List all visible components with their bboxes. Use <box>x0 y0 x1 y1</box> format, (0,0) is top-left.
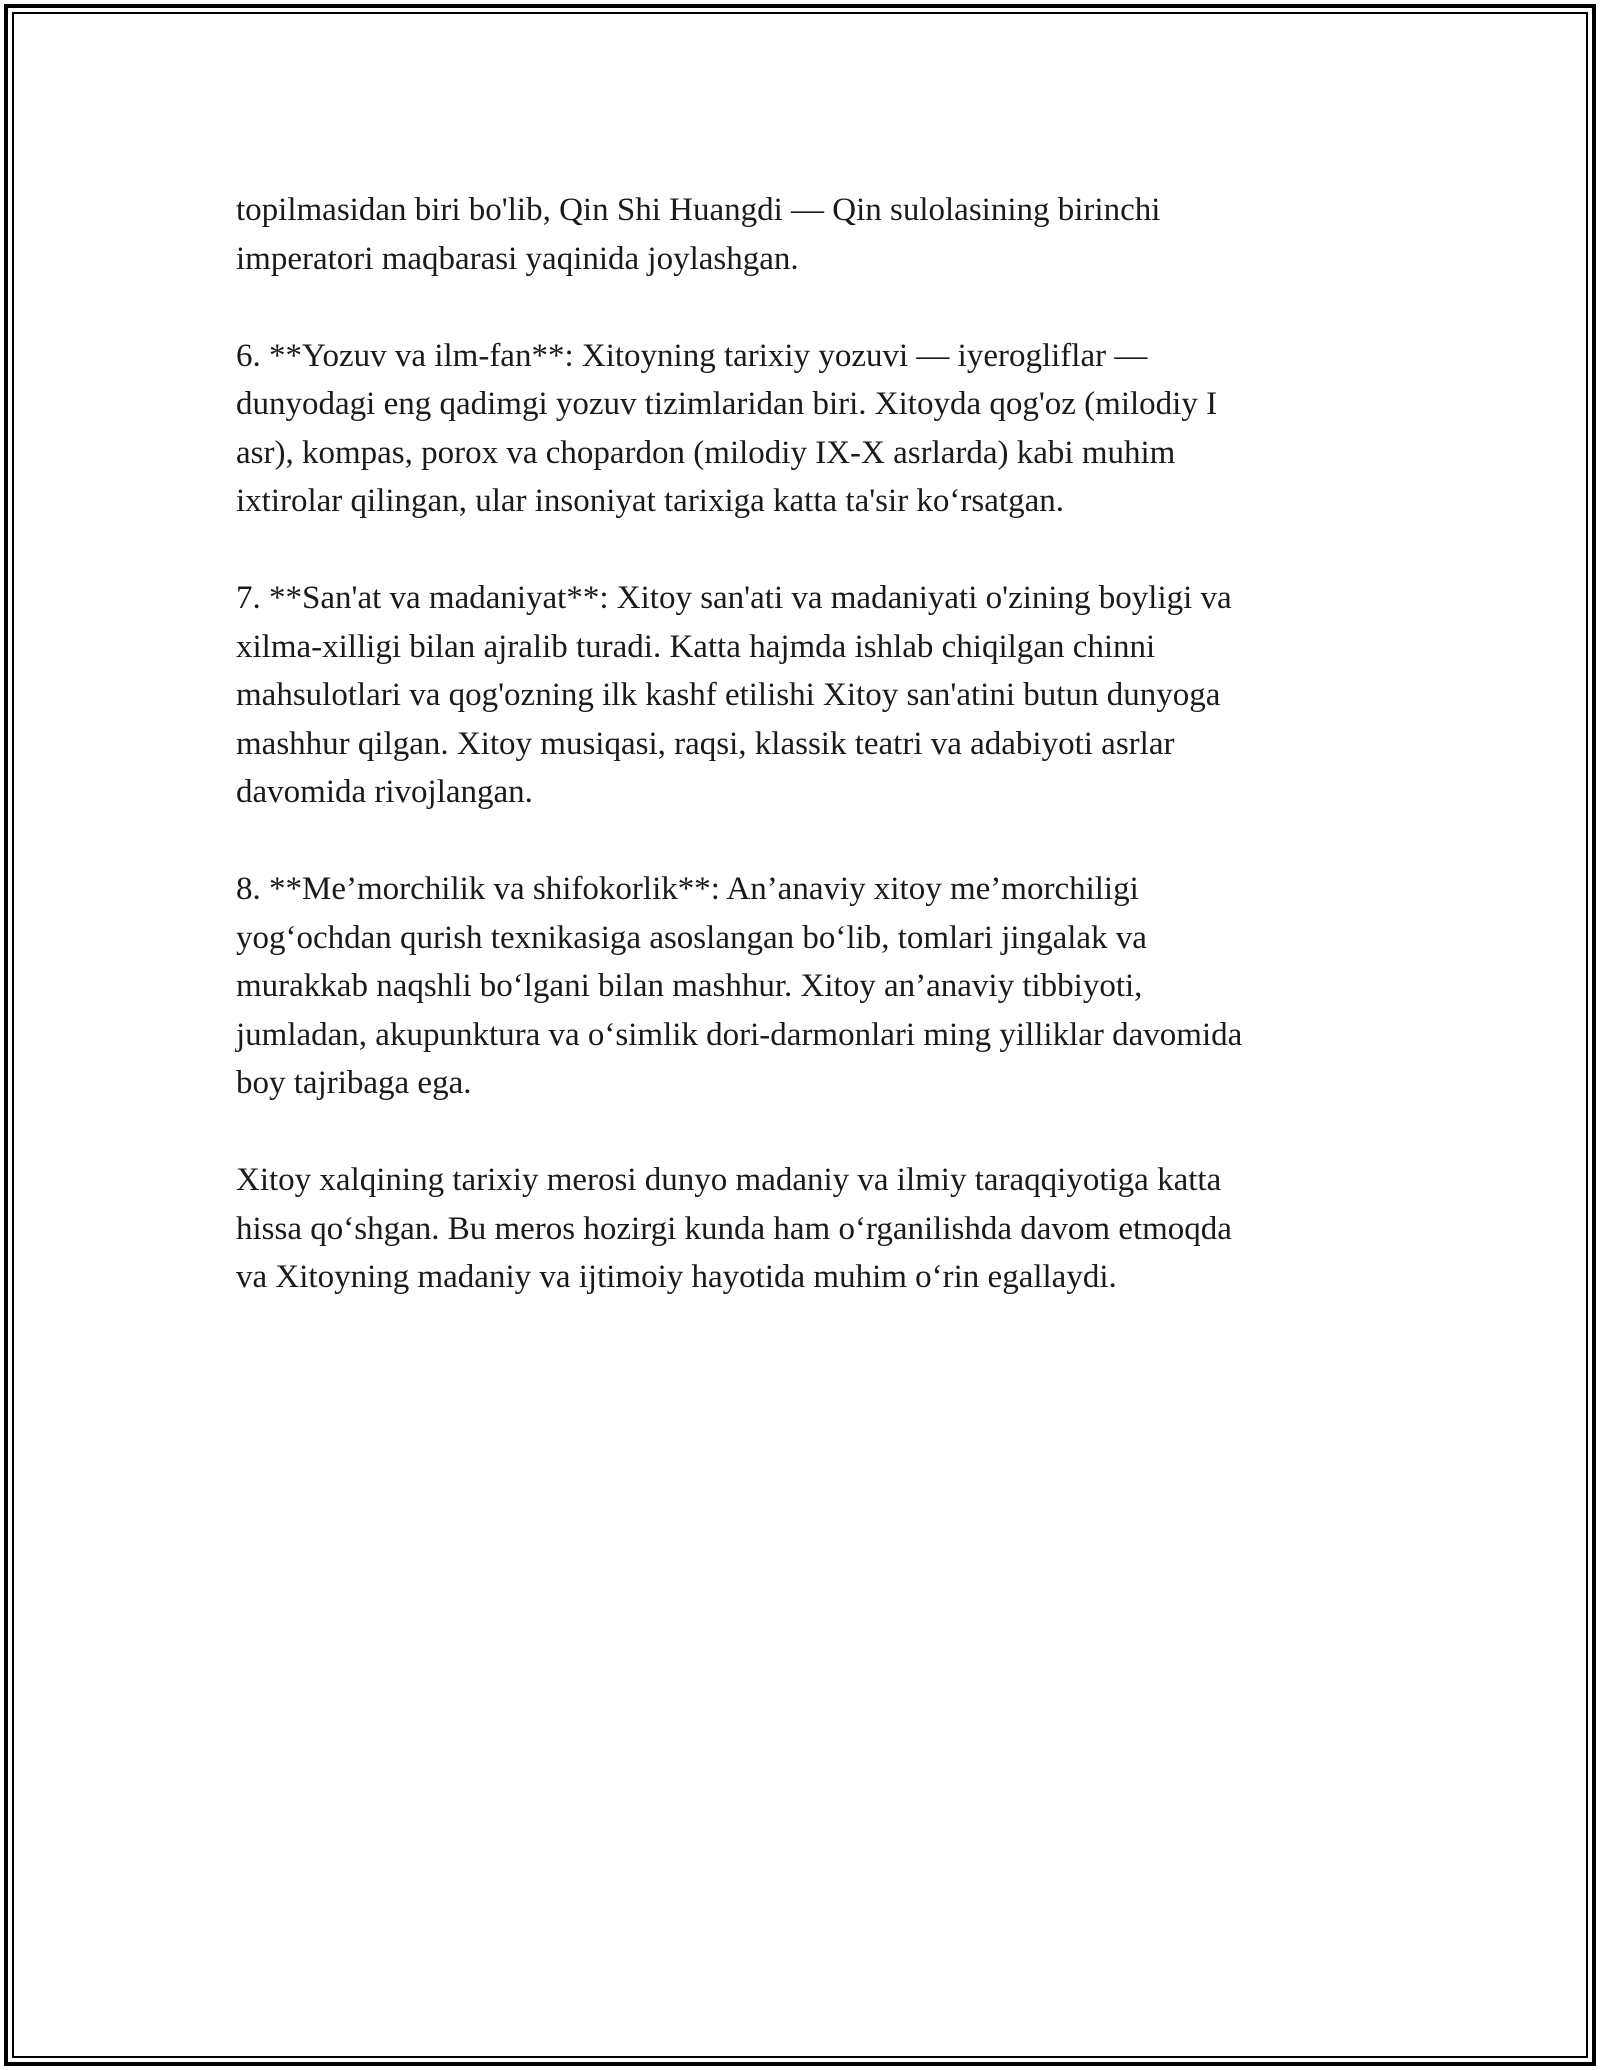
paragraph-art-culture: 7. **San'at va madaniyat**: Xitoy san'ati va madaniyati o'zining boyligi va xilma-xilligi bilan ajralib turadi. Katta hajmda ishlab chiqilgan chinni mahsulotlari va qog'ozning ilk kashf etilishi Xitoy san'atini butun dunyoga mashhur qilgan. Xitoy musiqasi, raqsi, klassik teatri va adabiyoti asrlar davomida rivojlangan. <box>236 580 1232 810</box>
paragraph-architecture-medicine: 8. **Me’morchilik va shifokorlik**: An’anaviy xitoy me’morchiligi yog‘ochdan qurish texnikasiga asoslangan bo‘lib, tomlari jingalak va murakkab naqshli bo‘lgani bilan mashhur. Xitoy an’anaviy tibbiyoti, jumladan, akupunktura va o‘simlik dori-darmonlari ming yilliklar davomida boy tajribaga ega. <box>236 871 1243 1101</box>
paragraph-writing-science: 6. **Yozuv va ilm-fan**: Xitoyning tarixiy yozuvi — iyerogliflar — dunyodagi eng qadimgi yozuv tizimlaridan biri. Xitoyda qog'oz (milodiy I asr), kompas, porox va chopardon (milodiy IX-X asrlarda) kabi muhim ixtirolar qilingan, ular insoniyat tarixiga katta ta'sir ko‘rsatgan. <box>236 337 1218 519</box>
paragraph-intro-continuation: topilmasidan biri bo'lib, Qin Shi Huangdi — Qin sulolasining birinchi imperatori maqbarasi yaqinida joylashgan. <box>236 192 1161 277</box>
paragraph-conclusion: Xitoy xalqining tarixiy merosi dunyo madaniy va ilmiy taraqqiyotiga katta hissa qo‘shgan. Bu meros hozirgi kunda ham o‘rganilishda davom etmoqda va Xitoyning madaniy va ijtimoiy hayotida muhim o‘rin egallaydi. <box>236 1162 1232 1295</box>
document-body <box>236 186 1376 1350</box>
